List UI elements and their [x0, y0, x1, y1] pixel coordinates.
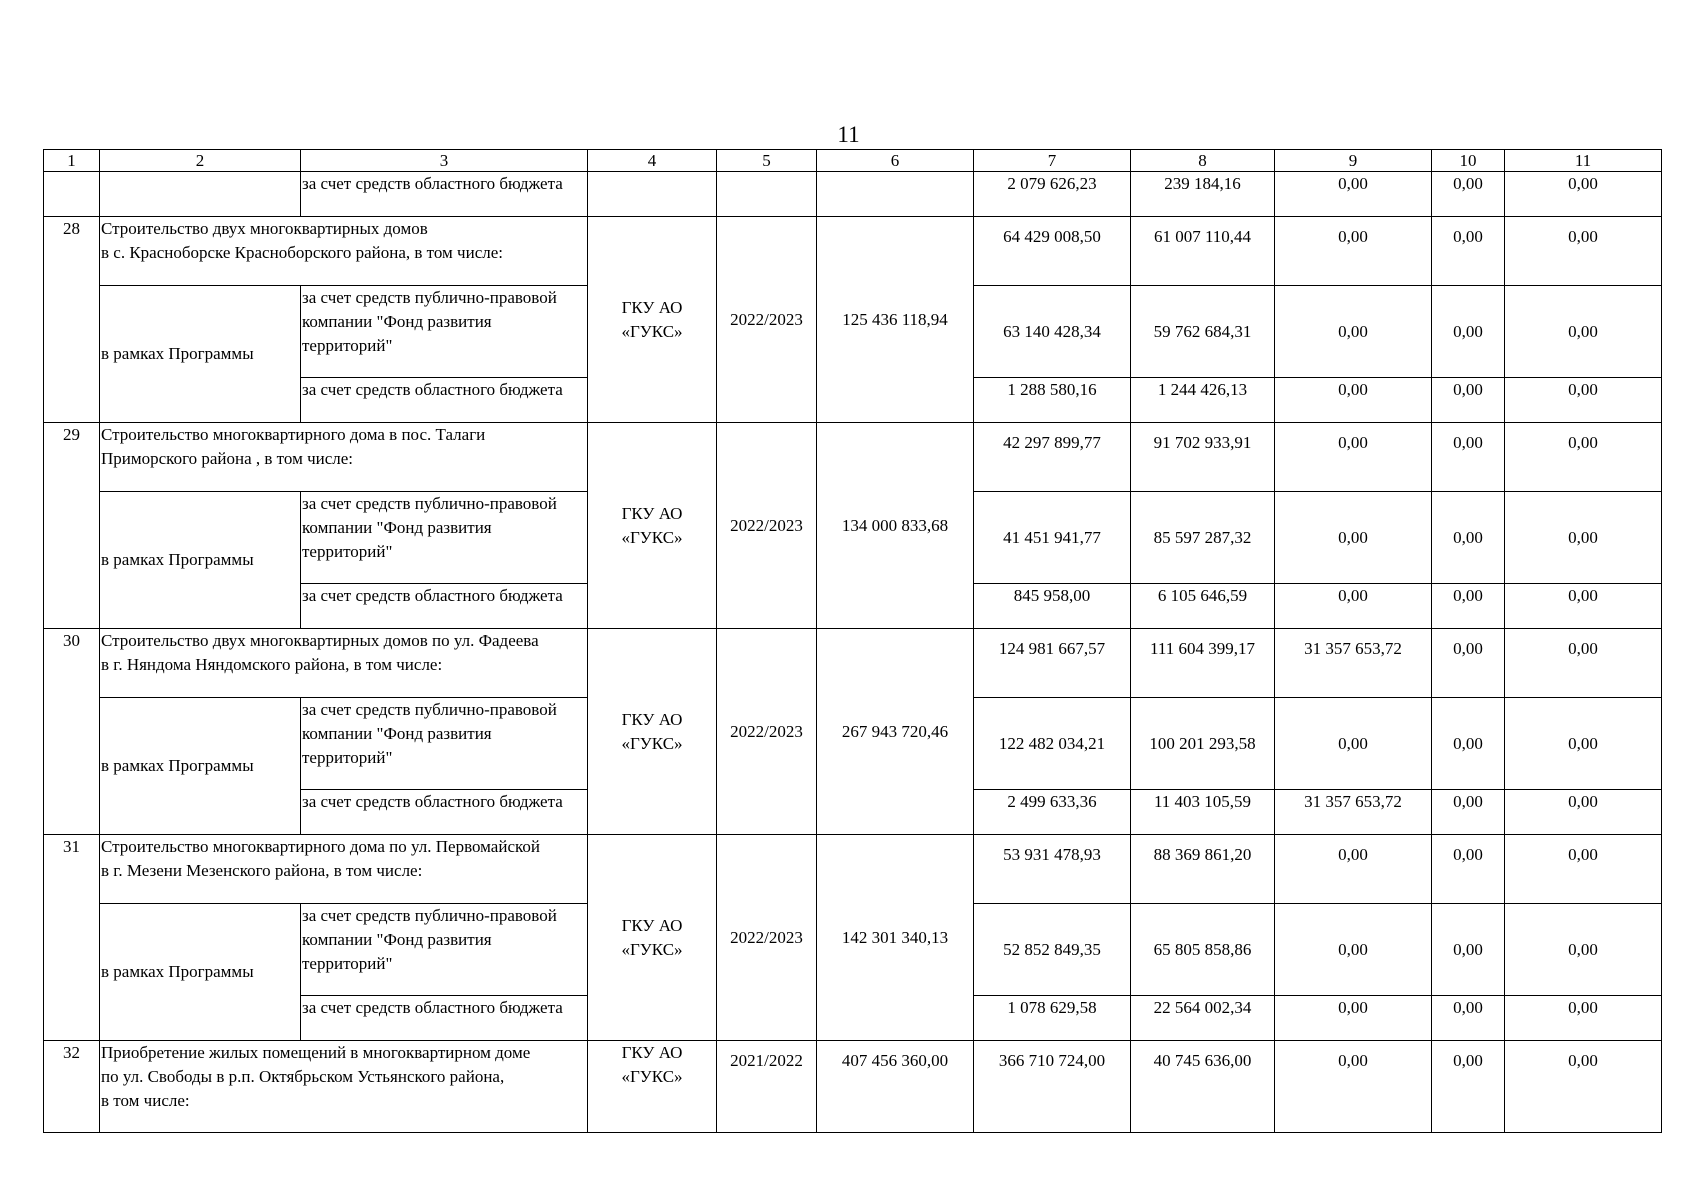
header-row	[44, 150, 1662, 172]
object-title-line: Строительство двух многоквартирных домов по ул. Фадеева	[101, 631, 539, 650]
amount-cell: 0,00	[1275, 423, 1432, 492]
program-label: в рамках Программы	[100, 698, 301, 835]
funding-source: за счет средств областного бюджета	[301, 584, 588, 629]
customer-line: ГКУ АО	[621, 915, 683, 935]
amount-cell: 0,00	[1505, 217, 1662, 286]
customer-line: «ГУКС»	[621, 939, 683, 959]
amount-cell: 0,00	[1505, 378, 1662, 423]
total-cost-cell: 407 456 360,00	[817, 1041, 974, 1133]
funding-source	[301, 698, 588, 790]
period-cell: 2022/2023	[717, 835, 817, 1041]
amount-cell: 0,00	[1432, 378, 1505, 423]
amount-cell: 0,00	[1432, 629, 1505, 698]
object-title	[100, 217, 588, 286]
row-number-cell	[44, 172, 100, 217]
amount-cell: 0,00	[1432, 217, 1505, 286]
amount-cell: 1 288 580,16	[974, 378, 1131, 423]
amount-cell: 0,00	[1275, 172, 1432, 217]
period-cell: 2022/2023	[717, 423, 817, 629]
total-cost-cell: 267 943 720,46	[817, 629, 974, 835]
amount-cell: 11 403 105,59	[1131, 790, 1275, 835]
amount-cell: 31 357 653,72	[1275, 629, 1432, 698]
object-row	[44, 1041, 1662, 1133]
amount-cell: 0,00	[1432, 492, 1505, 584]
period-cell: 2021/2022	[717, 1041, 817, 1133]
object-title-line: в г. Няндома Няндомского района, в том числе:	[101, 655, 443, 674]
customer-cell	[588, 423, 717, 629]
funding-source-line: за счет средств публично-правовой	[302, 494, 557, 513]
customer-line: «ГУКС»	[621, 321, 683, 341]
object-row	[44, 423, 1662, 492]
amount-cell: 0,00	[1432, 423, 1505, 492]
funding-source-line: компании "Фонд развития	[302, 518, 492, 537]
amount-cell: 0,00	[1505, 172, 1662, 217]
funding-source-line: компании "Фонд развития	[302, 724, 492, 743]
column-header: 10	[1432, 150, 1505, 172]
funding-source	[301, 286, 588, 378]
amount-cell: 0,00	[1432, 835, 1505, 904]
object-title-line: Приобретение жилых помещений в многоквартирном доме	[101, 1043, 531, 1062]
amount-cell: 0,00	[1275, 378, 1432, 423]
column-header: 3	[301, 150, 588, 172]
funding-source: за счет средств областного бюджета	[301, 172, 588, 217]
period-cell: 2022/2023	[717, 217, 817, 423]
funding-source-line: компании "Фонд развития	[302, 930, 492, 949]
amount-cell: 124 981 667,57	[974, 629, 1131, 698]
amount-cell: 0,00	[1432, 1041, 1505, 1133]
amount-cell: 22 564 002,34	[1131, 996, 1275, 1041]
funding-source: за счет средств областного бюджета	[301, 378, 588, 423]
funding-source-line: территорий"	[302, 954, 393, 973]
amount-cell: 0,00	[1275, 584, 1432, 629]
amount-cell: 2 079 626,23	[974, 172, 1131, 217]
object-title-line: по ул. Свободы в р.п. Октябрьском Устьянского района,	[101, 1067, 505, 1086]
funding-source-line: территорий"	[302, 542, 393, 561]
customer-line: «ГУКС»	[621, 1067, 683, 1086]
amount-cell: 0,00	[1505, 698, 1662, 790]
object-title-line: в с. Красноборске Красноборского района, в том числе:	[101, 243, 503, 262]
column-header: 11	[1505, 150, 1662, 172]
amount-cell: 0,00	[1275, 698, 1432, 790]
object-row	[44, 835, 1662, 904]
object-title-line: в том числе:	[101, 1091, 190, 1110]
amount-cell: 85 597 287,32	[1131, 492, 1275, 584]
object-title-line: Строительство многоквартирного дома по ул. Первомайской	[101, 837, 540, 856]
program-label: в рамках Программы	[100, 904, 301, 1041]
amount-cell: 0,00	[1432, 904, 1505, 996]
funding-source-line: за счет средств публично-правовой	[302, 288, 557, 307]
amount-cell: 0,00	[1275, 492, 1432, 584]
object-title	[100, 835, 588, 904]
column-header: 1	[44, 150, 100, 172]
amount-cell: 91 702 933,91	[1131, 423, 1275, 492]
amount-cell: 0,00	[1505, 904, 1662, 996]
amount-cell: 59 762 684,31	[1131, 286, 1275, 378]
amount-cell: 0,00	[1432, 698, 1505, 790]
column-header: 6	[817, 150, 974, 172]
object-row	[44, 629, 1662, 698]
customer-cell	[588, 835, 717, 1041]
object-title-line: Строительство многоквартирного дома в пос. Талаги	[101, 425, 486, 444]
amount-cell: 65 805 858,86	[1131, 904, 1275, 996]
amount-cell: 0,00	[1275, 996, 1432, 1041]
period-cell: 2022/2023	[717, 629, 817, 835]
funding-source-line: за счет средств публично-правовой	[302, 906, 557, 925]
column-header: 7	[974, 150, 1131, 172]
funding-source	[301, 492, 588, 584]
customer-line: «ГУКС»	[621, 527, 683, 547]
program-label: в рамках Программы	[100, 286, 301, 423]
amount-cell: 64 429 008,50	[974, 217, 1131, 286]
column-header: 2	[100, 150, 301, 172]
customer-cell	[588, 1041, 717, 1133]
amount-cell: 53 931 478,93	[974, 835, 1131, 904]
amount-cell: 111 604 399,17	[1131, 629, 1275, 698]
amount-cell: 0,00	[1505, 286, 1662, 378]
row-number: 30	[44, 629, 100, 835]
customer-cell	[588, 172, 717, 217]
amount-cell: 42 297 899,77	[974, 423, 1131, 492]
program-label: в рамках Программы	[100, 492, 301, 629]
amount-cell: 845 958,00	[974, 584, 1131, 629]
object-title	[100, 423, 588, 492]
column-header: 8	[1131, 150, 1275, 172]
amount-cell: 0,00	[1275, 286, 1432, 378]
amount-cell: 122 482 034,21	[974, 698, 1131, 790]
object-title-line: Приморского района , в том числе:	[101, 449, 354, 468]
funding-source: за счет средств областного бюджета	[301, 790, 588, 835]
column-header: 5	[717, 150, 817, 172]
amount-cell: 0,00	[1505, 835, 1662, 904]
continuation-row	[44, 172, 1662, 217]
amount-cell: 366 710 724,00	[974, 1041, 1131, 1133]
total-cost-cell: 142 301 340,13	[817, 835, 974, 1041]
amount-cell: 61 007 110,44	[1131, 217, 1275, 286]
column-header: 9	[1275, 150, 1432, 172]
amount-cell: 0,00	[1275, 904, 1432, 996]
amount-cell: 1 244 426,13	[1131, 378, 1275, 423]
amount-cell: 100 201 293,58	[1131, 698, 1275, 790]
amount-cell: 31 357 653,72	[1275, 790, 1432, 835]
amount-cell: 0,00	[1505, 996, 1662, 1041]
customer-line: ГКУ АО	[621, 1043, 683, 1062]
budget-table	[43, 149, 1662, 1133]
row-number: 32	[44, 1041, 100, 1133]
amount-cell: 40 745 636,00	[1131, 1041, 1275, 1133]
amount-cell: 63 140 428,34	[974, 286, 1131, 378]
amount-cell: 0,00	[1275, 217, 1432, 286]
object-title-line: Строительство двух многоквартирных домов	[101, 219, 428, 238]
customer-line: ГКУ АО	[621, 297, 683, 317]
period-cell	[717, 172, 817, 217]
amount-cell: 0,00	[1505, 492, 1662, 584]
customer-line: ГКУ АО	[621, 709, 683, 729]
amount-cell: 41 451 941,77	[974, 492, 1131, 584]
total-cost-cell: 134 000 833,68	[817, 423, 974, 629]
amount-cell: 6 105 646,59	[1131, 584, 1275, 629]
object-row	[44, 217, 1662, 286]
amount-cell: 0,00	[1505, 629, 1662, 698]
amount-cell: 0,00	[1505, 790, 1662, 835]
amount-cell: 0,00	[1432, 584, 1505, 629]
row-number: 29	[44, 423, 100, 629]
funding-source: за счет средств областного бюджета	[301, 996, 588, 1041]
object-title	[100, 629, 588, 698]
column-header: 4	[588, 150, 717, 172]
customer-line: ГКУ АО	[621, 503, 683, 523]
row-number: 28	[44, 217, 100, 423]
amount-cell: 0,00	[1275, 1041, 1432, 1133]
amount-cell: 0,00	[1432, 790, 1505, 835]
amount-cell: 239 184,16	[1131, 172, 1275, 217]
object-title	[100, 1041, 588, 1133]
funding-source-line: за счет средств публично-правовой	[302, 700, 557, 719]
row-number: 31	[44, 835, 100, 1041]
total-cell	[817, 172, 974, 217]
funding-source-line: компании "Фонд развития	[302, 312, 492, 331]
amount-cell: 0,00	[1432, 286, 1505, 378]
customer-cell	[588, 217, 717, 423]
funding-source-line: территорий"	[302, 748, 393, 767]
amount-cell: 0,00	[1432, 996, 1505, 1041]
program-cell	[100, 172, 301, 217]
customer-cell	[588, 629, 717, 835]
funding-source	[301, 904, 588, 996]
amount-cell: 2 499 633,36	[974, 790, 1131, 835]
amount-cell: 0,00	[1505, 1041, 1662, 1133]
amount-cell: 0,00	[1432, 172, 1505, 217]
funding-source-line: территорий"	[302, 336, 393, 355]
amount-cell: 0,00	[1275, 835, 1432, 904]
amount-cell: 52 852 849,35	[974, 904, 1131, 996]
page-number: 11	[837, 122, 860, 147]
total-cost-cell: 125 436 118,94	[817, 217, 974, 423]
amount-cell: 88 369 861,20	[1131, 835, 1275, 904]
amount-cell: 1 078 629,58	[974, 996, 1131, 1041]
object-title-line: в г. Мезени Мезенского района, в том числе:	[101, 861, 423, 880]
amount-cell: 0,00	[1505, 423, 1662, 492]
customer-line: «ГУКС»	[621, 733, 683, 753]
amount-cell: 0,00	[1505, 584, 1662, 629]
